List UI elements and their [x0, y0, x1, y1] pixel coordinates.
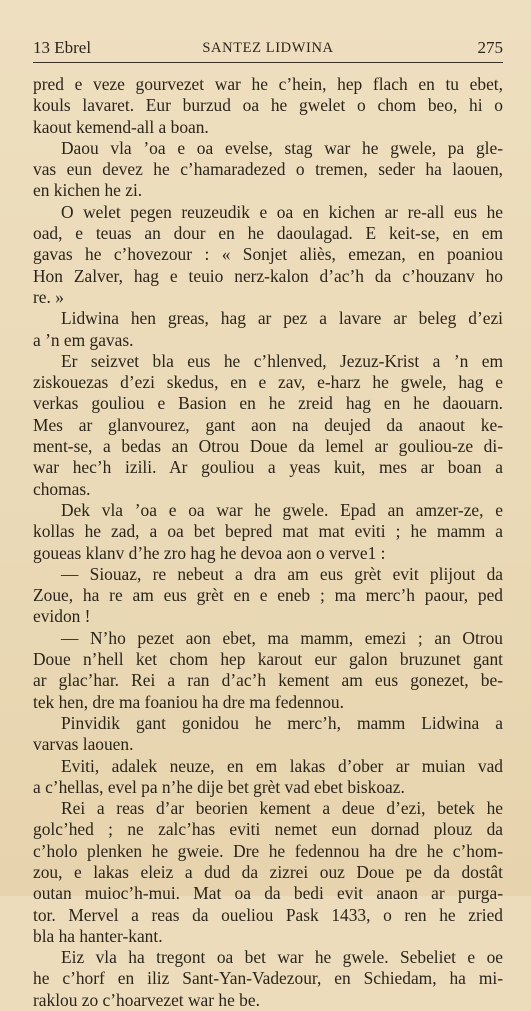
text-line: outan muioc’h-mui. Mat oa da bedi evit anaon ar purga-: [33, 883, 503, 904]
text-line: bla ha hanter-kant.: [33, 925, 163, 946]
text-line: a ’n em gavas.: [33, 329, 134, 350]
paragraph: [33, 713, 503, 756]
header-date: 13 Ebrel: [33, 38, 92, 57]
text-line: a c’hellas, evel pa n’he dije bet grèt vad ebet biskoaz.: [33, 776, 405, 797]
text-line: ment-se, a bedas an Otrou Doue da lemel ar gouliou-ze di-: [33, 436, 503, 457]
page-body: [33, 74, 503, 1011]
text-line: re. »: [33, 286, 64, 307]
text-line: raklou zo c’hoarvezet war he be.: [33, 989, 260, 1010]
text-line: varvas laouen.: [33, 734, 134, 755]
paragraph: [33, 756, 503, 799]
text-line: chomas.: [33, 478, 91, 499]
paragraph: [33, 947, 503, 1011]
text-line: verkas gouliou e Basion en he zreid hag en he daouarn.: [33, 393, 503, 414]
text-line: kouls lavaret. Eur burzud oa he gwelet o chom beo, hi o: [33, 95, 503, 116]
paragraph: [33, 798, 503, 947]
text-line: — Siouaz, re nebeut a dra am eus grèt evit plijout da: [61, 563, 503, 584]
text-line: evidon !: [33, 606, 91, 627]
text-line: c’holo plenken he gweie. Dre he fedennou ha dre he c’hom-: [33, 840, 503, 861]
text-line: ar glac’har. Rei a ran d’ac’h kement am eus gonezet, be-: [33, 670, 503, 691]
paragraph: [33, 138, 503, 202]
text-line: he c’horf en iliz Sant-Yan-Vadezour, en Schiedam, ha mi-: [33, 968, 503, 989]
text-line: kaout kemend-all a boan.: [33, 116, 209, 137]
text-line: war hec’h izili. Ar gouliou a yeas kuit, mes ar boan a: [33, 457, 503, 478]
header-rule: [33, 62, 503, 63]
paragraph: [33, 351, 503, 500]
paragraph: [33, 202, 503, 308]
text-line: goueas klanv d’he zro hag he devoa aon o verve1 :: [33, 542, 386, 563]
text-line: oad, e teuas an dour en he daoulagad. E keit-se, en em: [33, 223, 503, 244]
text-line: Hon Zalver, hag e teuio nerz-kalon d’ac’h da c’houzanv ho: [33, 265, 503, 286]
text-line: Pinvidik gant gonidou he merc’h, mamm Lidwina a: [61, 712, 503, 733]
paragraph: [33, 74, 503, 138]
text-line: ziskouezas d’ezi skedus, en e zav, e-harz he gwele, hag e: [33, 372, 503, 393]
text-line: kollas he zad, a oa bet bepred mat mat eviti ; he mamm a: [33, 521, 503, 542]
paragraph: [33, 628, 503, 713]
text-line: vas eun devez he c’hamaradezed o tremen, seder ha laouen,: [33, 159, 503, 180]
text-line: golc’hed ; ne zalc’has eviti nemet eun dornad plouz da: [33, 819, 503, 840]
paragraph: [33, 564, 503, 628]
text-line: zou, e lakas eleiz a dud da zizrei ouz Doue pe da dostât: [33, 861, 503, 882]
text-line: Rei a reas d’ar beorien kement a deue d’ezi, betek he: [61, 798, 503, 819]
text-line: en kichen he zi.: [33, 180, 143, 201]
text-line: Daou vla ’oa e oa evelse, stag war he gwele, pa gle-: [61, 137, 503, 158]
text-line: gavas he c’hovezour : « Sonjet aliès, emezan, en poaniou: [33, 244, 503, 265]
text-line: Er seizvet bla eus he c’hlenved, Jezuz-Krist a ’n em: [61, 350, 503, 371]
text-line: O welet pegen reuzeudik e oa en kichen ar re-all eus he: [61, 201, 503, 222]
text-line: — N’ho pezet aon ebet, ma mamm, emezi ; an Otrou: [61, 627, 503, 648]
text-line: Dek vla ’oa e oa war he gwele. Epad an amzer-ze, e: [61, 499, 503, 520]
text-line: Mes ar glanvourez, gant aon na deujed da anaout ke-: [33, 414, 503, 435]
text-line: pred e veze gourvezet war he c’hein, hep flach en tu ebet,: [33, 74, 503, 94]
paragraph: [33, 500, 503, 564]
text-line: tek hen, dre ma foaniou ha dre ma fedennou.: [33, 691, 344, 712]
text-line: Doue n’hell ket chom hep karout eur galon bruzunet gant: [33, 649, 503, 670]
text-line: tor. Mervel a reas da oueliou Pask 1433, o ren he zried: [33, 904, 503, 925]
text-line: Zoue, ha re am eus grèt en e eneb ; ma merc’h paour, ped: [33, 585, 503, 606]
page-header: [33, 38, 503, 60]
text-line: Lidwina hen greas, hag ar pez a lavare ar beleg d’ezi: [61, 308, 503, 329]
page-number: 275: [477, 38, 503, 57]
text-line: Eiz vla ha tregont oa bet war he gwele. Sebeliet e oe: [61, 947, 503, 968]
running-title: SANTEZ LIDWINA: [202, 40, 334, 56]
paragraph: [33, 308, 503, 351]
text-line: Eviti, adalek neuze, en em lakas d’ober ar muian vad: [61, 755, 503, 776]
